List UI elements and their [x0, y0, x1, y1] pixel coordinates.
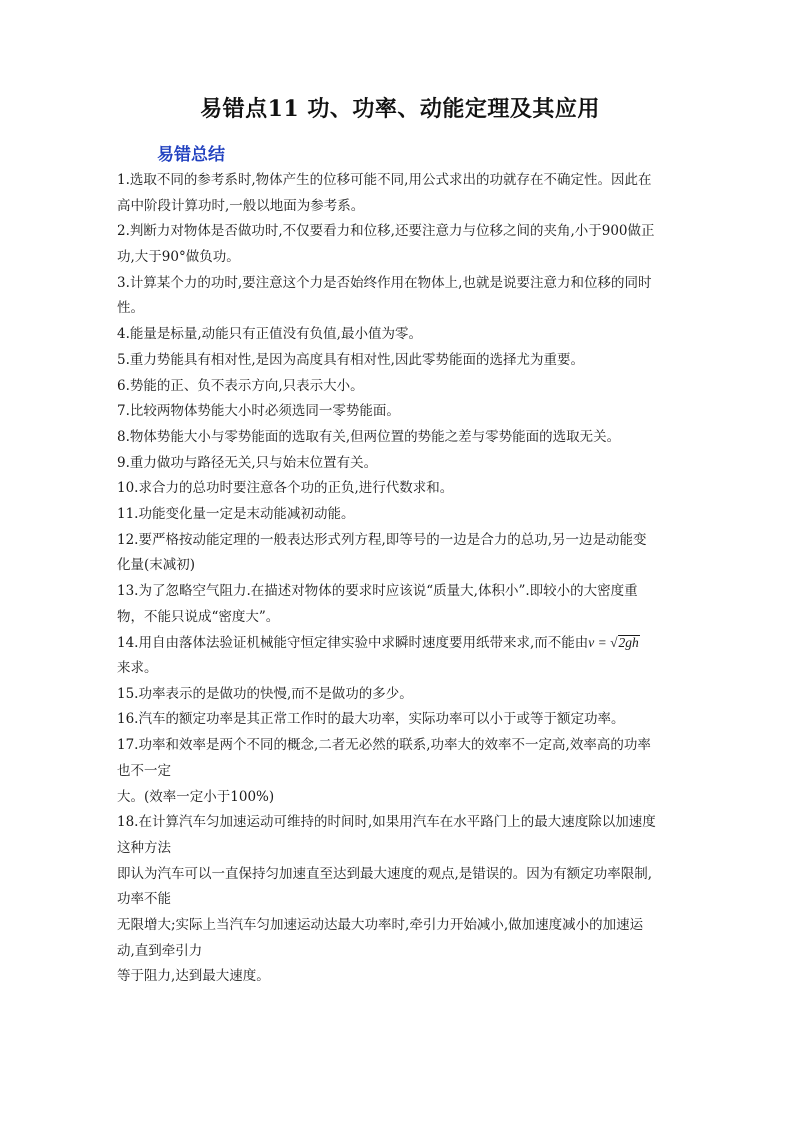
formula-radicand: 2gh	[618, 635, 639, 651]
text-line: 11.功能变化量一定是末动能减初动能。	[117, 505, 355, 522]
document-title: 易错点11 功、功率、动能定理及其应用	[200, 96, 600, 122]
section-heading: 易错总结	[157, 145, 225, 165]
text-line: 15.功率表示的是做功的快慢,而不是做功的多少。	[117, 685, 413, 702]
text-line: 化量(末减初)	[117, 557, 196, 574]
text-line: 无限增大;实际上当汽车匀加速运动达最大功率时,牵引力开始减小,做加速度减小的加速运	[117, 916, 644, 933]
text-line: 17.功率和效率是两个不同的概念,二者无必然的联系,功率大的效率不一定高,效率高的功率	[117, 737, 651, 754]
text-line: 功率不能	[117, 891, 171, 908]
text-line: 动,直到牵引力	[117, 942, 203, 959]
text-line: 功,大于90°做负功。	[117, 249, 240, 266]
text-line: 12.要严格按动能定理的一般表达形式列方程,即等号的一边是合力的总功,另一边是动能变	[117, 531, 647, 548]
text-line: 高中阶段计算功时,一般以地面为参考系。	[117, 197, 365, 214]
text-line: 等于阻力,达到最大速度。	[117, 968, 270, 985]
text-line: 13.为了忽略空气阻力.在描述对物体的要求时应该说“质量大,体积小”.即较小的大密度重	[117, 583, 638, 599]
text-line-with-formula	[117, 630, 687, 656]
text-line: 5.重力势能具有相对性,是因为高度具有相对性,因此零势能面的选择尤为重要。	[117, 351, 584, 368]
text-line: 2.判断力对物体是否做功时,不仅要看力和位移,还要注意力与位移之间的夹角,小于900做正	[117, 223, 655, 240]
text-line: 物，不能只说成“密度大”。	[117, 608, 280, 625]
text-line: 4.能量是标量,动能只有正值没有负值,最小值为零。	[117, 326, 422, 343]
text-line: 6.势能的正、负不表示方向,只表示大小。	[117, 377, 364, 394]
text-line: 大。(效率一定小于100%)	[117, 788, 275, 805]
text-line: 这种方法	[117, 839, 171, 856]
text-line: 来求。	[117, 660, 158, 677]
text-line: 3.计算某个力的功时,要注意这个力是否始终作用在物体上,也就是说要注意力和位移的同时	[117, 274, 652, 291]
text-line: 18.在计算汽车匀加速运动可维持的时间时,如果用汽车在水平路门上的最大速度除以加速度	[117, 814, 656, 831]
text-line: 即认为汽车可以一直保持匀加速直至达到最大速度的观点,是错误的。因为有额定功率限制,	[117, 865, 653, 882]
velocity-formula	[588, 635, 640, 650]
text-line: 16.汽车的额定功率是其正常工作时的最大功率，实际功率可以小于或等于额定功率。	[117, 711, 625, 728]
text-line: 性。	[117, 300, 144, 317]
text-line: 也不一定	[117, 762, 171, 779]
text-line: 1.选取不同的参考系时,物体产生的位移可能不同,用公式求出的功就存在不确定性。因此在	[117, 172, 652, 188]
text-line: 7.比较两物体势能大小时必须选同一零势能面。	[117, 403, 400, 420]
text-line: 8.物体势能大小与零势能面的选取有关,但两位置的势能之差与零势能面的选取无关。	[117, 428, 621, 445]
formula-lhs: v =	[588, 635, 611, 651]
text-line: 10.求合力的总功时要注意各个功的正负,进行代数求和。	[117, 480, 454, 497]
document-body	[117, 168, 687, 990]
radical-sign: √	[610, 635, 618, 651]
text-line: 9.重力做功与路径无关,只与始末位置有关。	[117, 454, 378, 471]
formula-lead-text: 14.用自由落体法验证机械能守恒定律实验中求瞬时速度要用纸带来求,而不能由	[117, 635, 589, 652]
